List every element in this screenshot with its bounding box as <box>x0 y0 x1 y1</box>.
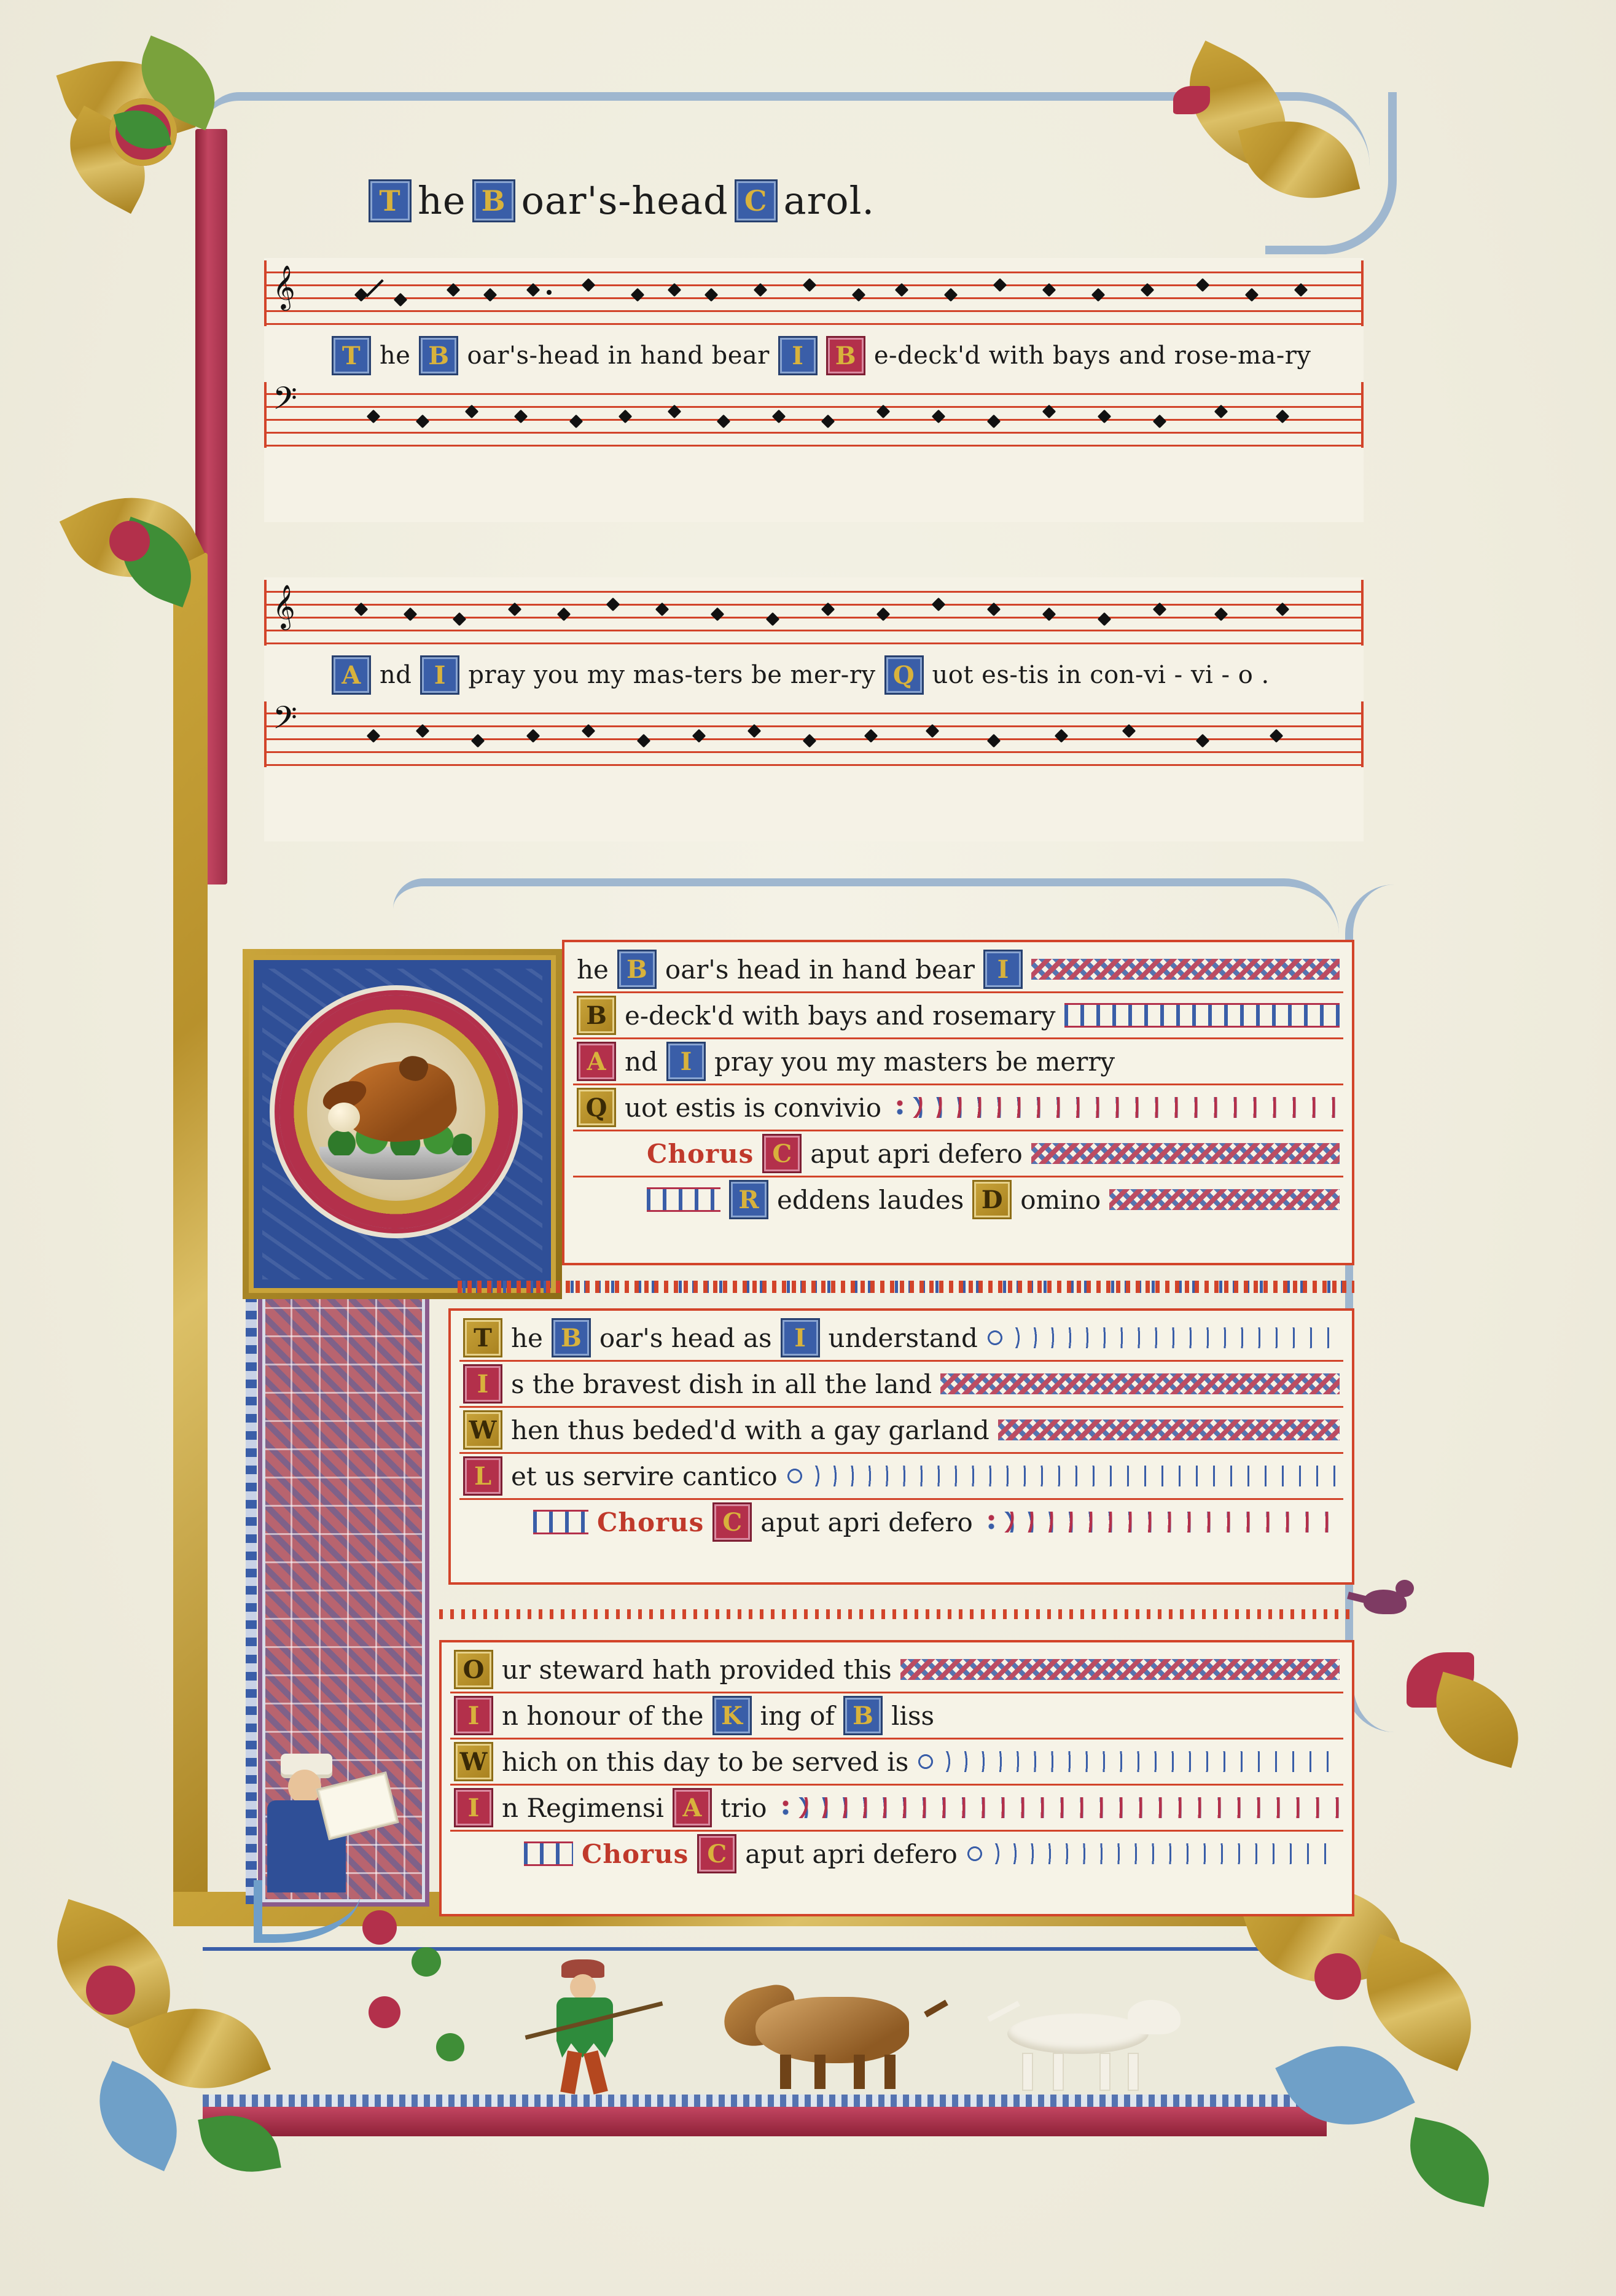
verse-text: ur steward hath provided this <box>502 1654 892 1685</box>
chorus-label: Chorus <box>597 1507 705 1537</box>
ornament-filler <box>776 1797 1340 1818</box>
stave-bass-1 <box>264 380 1364 453</box>
hound-head <box>1128 2000 1181 2034</box>
title-text-2: oar's-head <box>521 178 728 223</box>
boar-head-illustration <box>307 1023 485 1201</box>
drop-cap: A <box>673 1788 712 1827</box>
verse-text: oar's head in hand bear <box>665 954 975 985</box>
verse-line <box>459 1454 1343 1500</box>
ornament-filler <box>1031 959 1340 980</box>
lyric-cap-Q: Q <box>884 655 924 695</box>
panel-divider-ornament-1 <box>458 1281 1354 1293</box>
bird-figure <box>1364 1579 1419 1622</box>
verse-line <box>573 1177 1343 1222</box>
ornament-filler <box>647 1187 720 1212</box>
verse-line-chorus <box>459 1500 1343 1544</box>
drop-cap: B <box>617 950 657 989</box>
drop-cap: C <box>697 1834 736 1873</box>
music-lyrics-system-2 <box>264 651 1364 699</box>
drop-cap: K <box>712 1696 752 1735</box>
verse-text: hich on this day to be served is <box>502 1746 909 1777</box>
drop-cap: W <box>454 1742 493 1781</box>
drop-cap: C <box>762 1134 802 1173</box>
ornament-filler <box>982 1512 1340 1533</box>
verse-line <box>459 1316 1343 1362</box>
apple-in-mouth <box>328 1103 360 1132</box>
verse-text: pray you my masters be merry <box>714 1046 1115 1077</box>
drop-cap: B <box>843 1696 883 1735</box>
drop-cap: Q <box>577 1088 616 1127</box>
ornament-filler <box>966 1843 1340 1864</box>
verse-panel-3 <box>439 1640 1354 1916</box>
hound-leg <box>1099 2053 1111 2091</box>
bass-clef-icon: 𝄢 <box>273 380 297 424</box>
verse-text: eddens laudes <box>777 1184 964 1215</box>
corner-ornament-bottom-right <box>1204 1880 1523 2248</box>
drop-cap: R <box>729 1180 768 1219</box>
corner-ornament-top-right <box>1155 61 1413 264</box>
verse-text: oar's head as <box>599 1322 772 1353</box>
ornament-filler <box>986 1327 1340 1348</box>
verse-line <box>459 1408 1343 1454</box>
boar-leg <box>854 2055 865 2089</box>
verse-line <box>450 1786 1343 1832</box>
verse-text: trio <box>720 1792 767 1823</box>
verse-text: aput apri defero <box>760 1507 973 1537</box>
verse-text: aput apri defero <box>810 1138 1023 1169</box>
drop-cap: I <box>781 1318 820 1357</box>
verse-panel-1 <box>562 940 1354 1265</box>
ornament-filler <box>998 1419 1340 1440</box>
ornament-filler <box>890 1097 1340 1118</box>
hound-leg <box>1053 2053 1064 2091</box>
title-text-3: arol. <box>783 178 875 223</box>
running-boar-figure <box>755 1975 934 2085</box>
ornament-filler <box>524 1841 573 1866</box>
drop-cap: C <box>712 1502 752 1542</box>
lyric-cap-T: T <box>332 336 371 375</box>
music-system-1 <box>264 258 1364 522</box>
lyric-text-1: he <box>380 342 411 370</box>
page-title <box>369 178 875 223</box>
verse-text: s the bravest dish in all the land <box>511 1369 932 1399</box>
lyric-text-3: e-deck'd with bays and rose-ma-ry <box>873 342 1311 370</box>
hound-leg <box>1022 2053 1033 2091</box>
ornament-filler <box>900 1659 1340 1680</box>
treble-clef-icon: 𝄞 <box>273 264 295 309</box>
hunter-leg-right <box>584 2050 608 2095</box>
drop-cap: D <box>972 1180 1012 1219</box>
drop-cap: T <box>463 1318 502 1357</box>
title-cap-T: T <box>369 179 412 222</box>
mid-vine-scroll <box>393 878 1339 948</box>
lyric-cap-I: I <box>778 336 818 375</box>
drop-cap: B <box>577 996 616 1035</box>
ornament-filler <box>786 1466 1340 1486</box>
lyric-text-2: oar's-head in hand bear <box>467 342 770 370</box>
verse-line <box>450 1740 1343 1786</box>
lyric-cap-A: A <box>332 655 371 695</box>
ornament-filler <box>940 1373 1340 1394</box>
verse-text: aput apri defero <box>745 1838 958 1869</box>
panel-divider-ornament-2 <box>439 1609 1354 1619</box>
verse-line-chorus <box>450 1832 1343 1876</box>
verse-line <box>450 1693 1343 1740</box>
chorus-label: Chorus <box>647 1138 754 1169</box>
verse-text: n honour of the <box>502 1700 704 1731</box>
verse-line <box>573 993 1343 1039</box>
chorus-label: Chorus <box>582 1838 689 1869</box>
stave-treble-2 <box>264 577 1364 651</box>
verse-text: uot estis is convivio <box>625 1092 881 1123</box>
drop-cap: I <box>454 1788 493 1827</box>
verse-text: he <box>577 954 609 985</box>
verse-text: ing of <box>760 1700 835 1731</box>
corner-ornament-top-left-leaf-lower <box>74 491 221 639</box>
drop-cap: I <box>454 1696 493 1735</box>
verse-text: e-deck'd with bays and rosemary <box>625 1000 1056 1031</box>
music-system-2 <box>264 577 1364 841</box>
ornament-filler <box>1109 1189 1340 1210</box>
hound-leg <box>1128 2053 1139 2091</box>
ornament-filler <box>1031 1143 1340 1164</box>
verse-text: omino <box>1020 1184 1101 1215</box>
verse-line <box>459 1362 1343 1408</box>
music-lyrics-system-1 <box>264 332 1364 380</box>
chorister-head <box>288 1770 321 1804</box>
hunter-figure <box>541 1959 633 2095</box>
drop-cap: I <box>463 1364 502 1404</box>
bass-clef-icon: 𝄢 <box>273 699 297 744</box>
verse-line <box>573 1085 1343 1131</box>
stave-treble-1 <box>264 258 1364 332</box>
boar-leg <box>884 2055 896 2089</box>
drop-cap: O <box>454 1650 493 1689</box>
lyric-text-4: nd <box>380 661 412 689</box>
verse-text: nd <box>625 1046 658 1077</box>
boar-leg <box>780 2055 791 2089</box>
verse-line <box>450 1647 1343 1693</box>
chorister-figure <box>243 1754 384 1932</box>
verse-text: liss <box>891 1700 935 1731</box>
verse-line <box>573 947 1343 993</box>
verse-text: et us servire cantico <box>511 1461 778 1491</box>
lyric-cap-I2: I <box>420 655 459 695</box>
hunter-head <box>570 1974 596 2000</box>
title-cap-B: B <box>472 179 515 222</box>
lyric-cap-B2: B <box>826 336 865 375</box>
boar-leg <box>814 2055 826 2089</box>
verse-text: understand <box>828 1322 978 1353</box>
hound-figure <box>1007 1996 1192 2088</box>
treble-clef-icon: 𝄞 <box>273 584 295 628</box>
hunter-leg-left <box>560 2050 582 2094</box>
drop-cap: I <box>666 1042 706 1081</box>
corner-ornament-bottom-left <box>49 1892 332 2236</box>
drop-cap: A <box>577 1042 616 1081</box>
ornament-filler <box>533 1510 588 1534</box>
verse-text: hen thus beded'd with a gay garland <box>511 1415 990 1445</box>
drop-cap: L <box>463 1456 502 1496</box>
right-vine-gold-leaf <box>1423 1672 1531 1768</box>
lyric-text-6: uot es-tis in con-vi - vi - o . <box>932 661 1270 689</box>
ornament-filler <box>1064 1003 1340 1028</box>
lyric-cap-B: B <box>419 336 458 375</box>
verse-panel-2 <box>448 1308 1354 1585</box>
verse-line-chorus <box>573 1131 1343 1177</box>
stave-bass-2 <box>264 699 1364 773</box>
drop-cap: B <box>552 1318 591 1357</box>
bird-head <box>1395 1580 1414 1597</box>
title-cap-C: C <box>735 179 778 222</box>
lyric-text-5: pray you my mas-ters be mer-ry <box>468 661 876 689</box>
drop-cap: I <box>983 950 1023 989</box>
ornament-filler <box>917 1751 1340 1772</box>
running-boar-body <box>755 1997 909 2063</box>
verse-text: n Regimensi <box>502 1792 664 1823</box>
title-text-1: he <box>418 178 466 223</box>
border-left-gold-bar <box>173 553 208 1923</box>
drop-cap: W <box>463 1410 502 1450</box>
verse-text: he <box>511 1322 543 1353</box>
verse-line <box>573 1039 1343 1085</box>
